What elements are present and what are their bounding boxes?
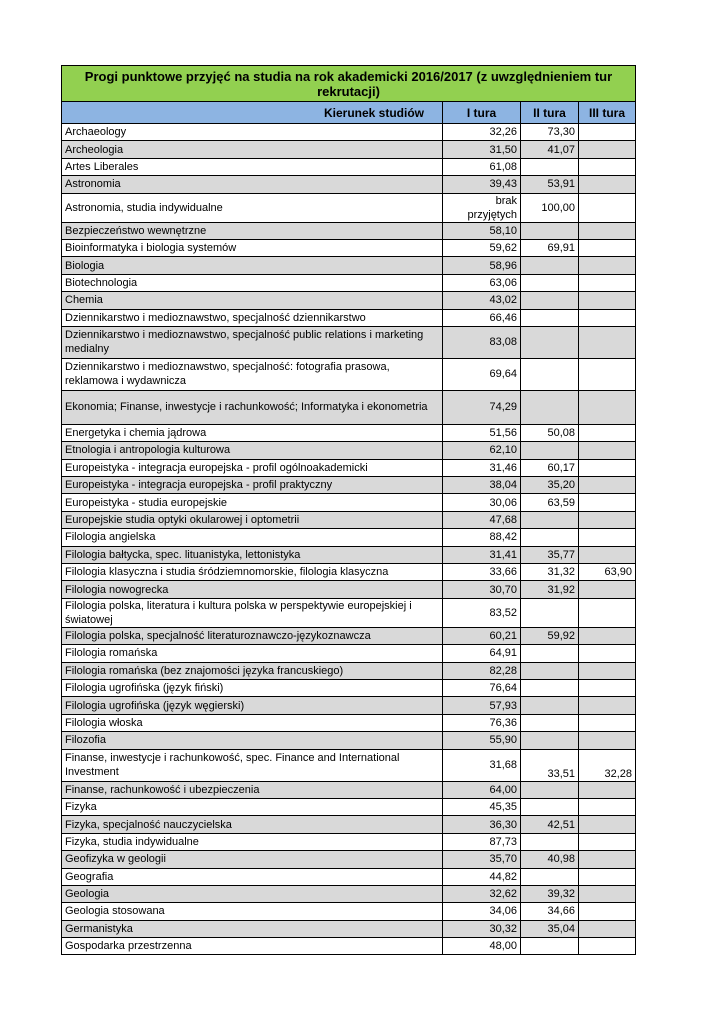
cell-tura-1: 69,64 <box>443 358 521 390</box>
cell-tura-1: 34,06 <box>443 903 521 920</box>
cell-tura-2: 31,92 <box>521 581 579 598</box>
cell-kierunek: Europeistyka - integracja europejska - profil ogólnoakademicki <box>62 459 443 476</box>
cell-tura-1: 31,41 <box>443 546 521 563</box>
cell-tura-3 <box>579 292 636 309</box>
cell-tura-2: 31,32 <box>521 564 579 581</box>
cell-tura-1: 31,68 <box>443 749 521 781</box>
cell-kierunek: Filologia polska, literatura i kultura polska w perspektywie europejskiej i światowej <box>62 598 443 627</box>
cell-tura-3 <box>579 679 636 696</box>
cell-tura-3 <box>579 598 636 627</box>
table-row <box>62 546 636 563</box>
cell-kierunek: Dziennikarstwo i medioznawstwo, specjalność dziennikarstwo <box>62 309 443 326</box>
cell-tura-1: 36,30 <box>443 816 521 833</box>
cell-tura-3 <box>579 714 636 731</box>
cell-tura-1: brak przyjętych <box>443 193 521 222</box>
table-row <box>62 309 636 326</box>
cell-tura-2 <box>521 274 579 291</box>
table-row <box>62 645 636 662</box>
table-row <box>62 662 636 679</box>
cell-tura-2 <box>521 697 579 714</box>
table-row <box>62 257 636 274</box>
cell-tura-1: 76,64 <box>443 679 521 696</box>
cell-tura-2 <box>521 662 579 679</box>
cell-tura-3 <box>579 833 636 850</box>
cell-kierunek: Etnologia i antropologia kulturowa <box>62 442 443 459</box>
table-row <box>62 885 636 902</box>
table-title: Progi punktowe przyjęć na studia na rok akademicki 2016/2017 (z uwzględnieniem tur rekrutacji) <box>62 66 636 102</box>
cell-tura-2 <box>521 732 579 749</box>
cell-tura-2 <box>521 326 579 358</box>
cell-tura-1: 31,50 <box>443 141 521 158</box>
cell-kierunek: Energetyka i chemia jądrowa <box>62 424 443 441</box>
cell-tura-2 <box>521 511 579 528</box>
table-row <box>62 442 636 459</box>
cell-tura-3 <box>579 798 636 815</box>
cell-tura-1: 43,02 <box>443 292 521 309</box>
cell-kierunek: Geologia <box>62 885 443 902</box>
cell-tura-2: 100,00 <box>521 193 579 222</box>
cell-tura-3 <box>579 662 636 679</box>
cell-kierunek: Filologia bałtycka, spec. lituanistyka, lettonistyka <box>62 546 443 563</box>
table-row <box>62 511 636 528</box>
cell-tura-3 <box>579 546 636 563</box>
cell-tura-3 <box>579 732 636 749</box>
cell-kierunek: Archaeology <box>62 124 443 141</box>
cell-kierunek: Europejskie studia optyki okularowej i optometrii <box>62 511 443 528</box>
cell-kierunek: Artes Liberales <box>62 158 443 175</box>
cell-kierunek: Bezpieczeństwo wewnętrzne <box>62 222 443 239</box>
header-tura-1: I tura <box>443 102 521 124</box>
cell-tura-3 <box>579 326 636 358</box>
cell-tura-2 <box>521 938 579 955</box>
cell-tura-3 <box>579 239 636 256</box>
cell-tura-1: 83,52 <box>443 598 521 627</box>
table-body <box>62 124 636 955</box>
table-row <box>62 920 636 937</box>
table-row <box>62 798 636 815</box>
cell-tura-3 <box>579 141 636 158</box>
table-row <box>62 292 636 309</box>
cell-tura-3 <box>579 222 636 239</box>
cell-tura-2 <box>521 257 579 274</box>
cell-tura-2 <box>521 833 579 850</box>
cell-tura-2 <box>521 222 579 239</box>
table-row <box>62 424 636 441</box>
header-kierunek: Kierunek studiów <box>62 102 443 124</box>
cell-tura-3 <box>579 581 636 598</box>
cell-tura-2 <box>521 442 579 459</box>
cell-tura-1: 32,62 <box>443 885 521 902</box>
cell-tura-1: 39,43 <box>443 176 521 193</box>
table-row <box>62 868 636 885</box>
cell-tura-3: 32,28 <box>579 749 636 781</box>
cell-kierunek: Dziennikarstwo i medioznawstwo, specjalność: fotografia prasowa, reklamowa i wydawnicza <box>62 358 443 390</box>
cell-tura-2 <box>521 158 579 175</box>
cell-tura-1: 48,00 <box>443 938 521 955</box>
table-row <box>62 459 636 476</box>
cell-tura-2 <box>521 358 579 390</box>
cell-tura-3 <box>579 511 636 528</box>
table-row <box>62 477 636 494</box>
cell-tura-1: 62,10 <box>443 442 521 459</box>
table-row <box>62 714 636 731</box>
cell-tura-1: 59,62 <box>443 239 521 256</box>
cell-kierunek: Filologia nowogrecka <box>62 581 443 598</box>
cell-tura-1: 60,21 <box>443 627 521 644</box>
cell-tura-1: 76,36 <box>443 714 521 731</box>
table-row <box>62 529 636 546</box>
cell-tura-3 <box>579 529 636 546</box>
cell-kierunek: Bioinformatyka i biologia systemów <box>62 239 443 256</box>
cell-tura-2: 40,98 <box>521 851 579 868</box>
cell-tura-3 <box>579 494 636 511</box>
table-row <box>62 358 636 390</box>
cell-tura-3 <box>579 274 636 291</box>
cell-tura-3 <box>579 124 636 141</box>
cell-tura-3 <box>579 193 636 222</box>
cell-tura-1: 63,06 <box>443 274 521 291</box>
cell-kierunek: Geofizyka w geologii <box>62 851 443 868</box>
cell-kierunek: Filologia romańska (bez znajomości języka francuskiego) <box>62 662 443 679</box>
cell-tura-1: 51,56 <box>443 424 521 441</box>
cell-tura-2: 69,91 <box>521 239 579 256</box>
cell-tura-2: 39,32 <box>521 885 579 902</box>
cell-kierunek: Fizyka, studia indywidualne <box>62 833 443 850</box>
cell-tura-2 <box>521 798 579 815</box>
table-row <box>62 938 636 955</box>
cell-kierunek: Geografia <box>62 868 443 885</box>
cell-tura-1: 61,08 <box>443 158 521 175</box>
cell-tura-1: 44,82 <box>443 868 521 885</box>
cell-tura-1: 30,06 <box>443 494 521 511</box>
cell-kierunek: Fizyka <box>62 798 443 815</box>
cell-tura-3 <box>579 645 636 662</box>
cell-kierunek: Chemia <box>62 292 443 309</box>
cell-tura-2: 35,04 <box>521 920 579 937</box>
table-row <box>62 581 636 598</box>
cell-tura-3 <box>579 477 636 494</box>
cell-kierunek: Filologia klasyczna i studia śródziemnomorskie, filologia klasyczna <box>62 564 443 581</box>
header-tura-3: III tura <box>579 102 636 124</box>
table-row <box>62 222 636 239</box>
cell-kierunek: Finanse, inwestycje i rachunkowość, spec. Finance and International Investment <box>62 749 443 781</box>
cell-tura-1: 82,28 <box>443 662 521 679</box>
cell-tura-2 <box>521 309 579 326</box>
cell-tura-3 <box>579 697 636 714</box>
cell-tura-2: 41,07 <box>521 141 579 158</box>
table-row <box>62 816 636 833</box>
cell-tura-3 <box>579 158 636 175</box>
cell-kierunek: Filologia ugrofińska (język fiński) <box>62 679 443 696</box>
cell-tura-2 <box>521 529 579 546</box>
cell-kierunek: Archeologia <box>62 141 443 158</box>
cell-tura-3 <box>579 903 636 920</box>
table-row <box>62 679 636 696</box>
cell-tura-3: 63,90 <box>579 564 636 581</box>
cell-tura-2: 73,30 <box>521 124 579 141</box>
table-row <box>62 176 636 193</box>
cell-tura-1: 64,91 <box>443 645 521 662</box>
cell-kierunek: Gospodarka przestrzenna <box>62 938 443 955</box>
cell-tura-2 <box>521 390 579 424</box>
table-row <box>62 903 636 920</box>
cell-tura-3 <box>579 938 636 955</box>
cell-tura-2: 59,92 <box>521 627 579 644</box>
cell-tura-3 <box>579 851 636 868</box>
cell-tura-2: 33,51 <box>521 749 579 781</box>
cell-tura-1: 31,46 <box>443 459 521 476</box>
cell-kierunek: Biologia <box>62 257 443 274</box>
cell-kierunek: Filologia ugrofińska (język węgierski) <box>62 697 443 714</box>
cell-kierunek: Filologia romańska <box>62 645 443 662</box>
cell-tura-1: 45,35 <box>443 798 521 815</box>
cell-kierunek: Filozofia <box>62 732 443 749</box>
cell-tura-3 <box>579 459 636 476</box>
cell-tura-3 <box>579 309 636 326</box>
cell-tura-1: 64,00 <box>443 781 521 798</box>
cell-tura-1: 57,93 <box>443 697 521 714</box>
table-row <box>62 851 636 868</box>
table-row <box>62 564 636 581</box>
cell-tura-2: 35,77 <box>521 546 579 563</box>
cell-tura-2: 34,66 <box>521 903 579 920</box>
table-row <box>62 390 636 424</box>
cell-tura-1: 88,42 <box>443 529 521 546</box>
cell-tura-1: 58,10 <box>443 222 521 239</box>
cell-tura-3 <box>579 627 636 644</box>
table-row <box>62 494 636 511</box>
cell-tura-2: 35,20 <box>521 477 579 494</box>
cell-tura-1: 33,66 <box>443 564 521 581</box>
cell-kierunek: Europeistyka - integracja europejska - profil praktyczny <box>62 477 443 494</box>
cell-tura-3 <box>579 781 636 798</box>
cell-tura-2 <box>521 868 579 885</box>
cell-tura-2: 53,91 <box>521 176 579 193</box>
cell-tura-2: 42,51 <box>521 816 579 833</box>
table-row <box>62 627 636 644</box>
table-row <box>62 749 636 781</box>
cell-tura-3 <box>579 868 636 885</box>
table-row <box>62 158 636 175</box>
cell-tura-1: 30,70 <box>443 581 521 598</box>
table-row <box>62 193 636 222</box>
cell-tura-1: 47,68 <box>443 511 521 528</box>
table-row <box>62 598 636 627</box>
table-row <box>62 274 636 291</box>
cell-tura-1: 55,90 <box>443 732 521 749</box>
cell-tura-2 <box>521 714 579 731</box>
cell-kierunek: Biotechnologia <box>62 274 443 291</box>
cell-tura-1: 35,70 <box>443 851 521 868</box>
cell-tura-1: 83,08 <box>443 326 521 358</box>
cell-tura-2: 60,17 <box>521 459 579 476</box>
cell-tura-3 <box>579 424 636 441</box>
cell-tura-2: 50,08 <box>521 424 579 441</box>
cell-tura-3 <box>579 816 636 833</box>
table-row <box>62 141 636 158</box>
table-title-row <box>62 66 636 102</box>
cell-kierunek: Dziennikarstwo i medioznawstwo, specjalność public relations i marketing medialny <box>62 326 443 358</box>
cell-kierunek: Europeistyka - studia europejskie <box>62 494 443 511</box>
cell-kierunek: Filologia polska, specjalność literaturoznawczo-językoznawcza <box>62 627 443 644</box>
table-row <box>62 326 636 358</box>
cell-kierunek: Astronomia <box>62 176 443 193</box>
admission-thresholds-table <box>61 65 636 955</box>
cell-tura-3 <box>579 920 636 937</box>
cell-tura-2: 63,59 <box>521 494 579 511</box>
cell-tura-1: 32,26 <box>443 124 521 141</box>
cell-kierunek: Filologia włoska <box>62 714 443 731</box>
cell-tura-2 <box>521 645 579 662</box>
cell-tura-1: 38,04 <box>443 477 521 494</box>
cell-tura-1: 66,46 <box>443 309 521 326</box>
cell-kierunek: Astronomia, studia indywidualne <box>62 193 443 222</box>
cell-tura-2 <box>521 781 579 798</box>
cell-tura-1: 87,73 <box>443 833 521 850</box>
cell-kierunek: Germanistyka <box>62 920 443 937</box>
cell-kierunek: Finanse, rachunkowość i ubezpieczenia <box>62 781 443 798</box>
cell-tura-2 <box>521 679 579 696</box>
cell-tura-2 <box>521 292 579 309</box>
cell-tura-3 <box>579 390 636 424</box>
cell-tura-1: 58,96 <box>443 257 521 274</box>
table-row <box>62 124 636 141</box>
cell-tura-3 <box>579 442 636 459</box>
cell-tura-2 <box>521 598 579 627</box>
table-row <box>62 833 636 850</box>
cell-tura-3 <box>579 358 636 390</box>
cell-kierunek: Filologia angielska <box>62 529 443 546</box>
cell-kierunek: Ekonomia; Finanse, inwestycje i rachunkowość; Informatyka i ekonometria <box>62 390 443 424</box>
table-row <box>62 239 636 256</box>
cell-tura-3 <box>579 885 636 902</box>
table-header-row <box>62 102 636 124</box>
table-row <box>62 732 636 749</box>
cell-tura-1: 30,32 <box>443 920 521 937</box>
cell-tura-1: 74,29 <box>443 390 521 424</box>
cell-kierunek: Fizyka, specjalność nauczycielska <box>62 816 443 833</box>
cell-tura-3 <box>579 257 636 274</box>
cell-kierunek: Geologia stosowana <box>62 903 443 920</box>
cell-tura-3 <box>579 176 636 193</box>
table-row <box>62 697 636 714</box>
header-tura-2: II tura <box>521 102 579 124</box>
table-row <box>62 781 636 798</box>
